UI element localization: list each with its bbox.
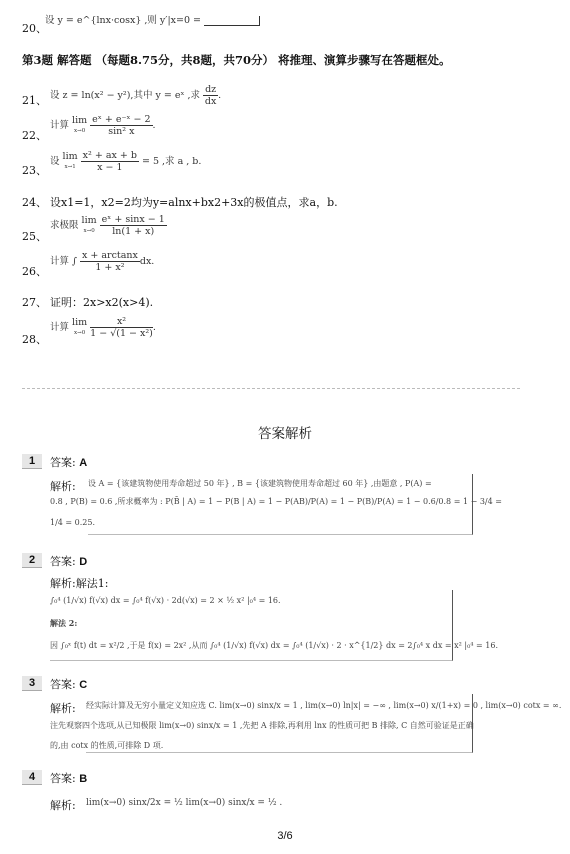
analysis-line: 经实际计算及无穷小量定义知应选 C. lim(x→0) sinx/x = 1 , lim(x→0) ln|x| = −∞ , lim(x→0) x/(1+x) = 0 , lim(x→0) cotx = ∞. xyxy=(86,701,562,710)
question-tail: . xyxy=(218,90,222,101)
section-divider xyxy=(22,388,520,389)
answer-line xyxy=(50,770,87,786)
answer-number-badge: 3 xyxy=(22,676,42,691)
limit-subscript: x→0 xyxy=(83,227,95,234)
fraction xyxy=(81,150,139,173)
question-tail: . xyxy=(152,322,156,333)
question-number: 23、 xyxy=(22,164,47,177)
answer-line xyxy=(50,676,87,692)
question-text: 设 z = ln(x² − y²),其中 y = eˣ ,求 xyxy=(50,90,201,101)
question-number: 20、 xyxy=(22,22,47,35)
answer-number-badge: 1 xyxy=(22,454,42,469)
fraction-denominator: 1 − √(1 − x²) xyxy=(90,328,153,339)
fraction xyxy=(80,250,140,273)
question-formula xyxy=(50,250,154,273)
fraction-denominator: dx xyxy=(204,96,217,107)
analysis-line: 因 ∫₀ˣ f(t) dt = x²/2 ,于是 f(x) = 2x² ,从而 ∫₀⁴ (1/√x) f(√x) dx = ∫₀⁴ (1/√x) · 2 · x^{1/2} dx = 2∫₀⁴ x dx = x² |₀⁴ = 16. xyxy=(50,641,499,650)
answer-label: 答案: xyxy=(50,456,76,469)
analysis-method-label: 解法1: xyxy=(75,577,109,590)
limit xyxy=(72,116,87,136)
answers-header: 答案解析 xyxy=(258,426,312,441)
answer-value: A xyxy=(79,457,88,469)
answer-number-badge: 2 xyxy=(22,553,42,568)
limit xyxy=(72,318,87,338)
fraction-numerator: x² xyxy=(90,316,153,328)
question-formula xyxy=(50,114,156,137)
fraction-numerator: x + arctanx xyxy=(82,250,138,261)
analysis-line: 解法 2: xyxy=(50,618,78,628)
question-number: 25、 xyxy=(22,230,47,243)
fraction xyxy=(203,84,218,107)
question-prefix: 计算 xyxy=(50,120,70,131)
analysis-label: 解析: xyxy=(50,577,76,590)
fraction-denominator: x − 1 xyxy=(97,162,123,173)
question-prefix: 计算 ∫ xyxy=(50,256,77,267)
question-formula xyxy=(50,84,221,107)
question-formula xyxy=(45,12,260,26)
limit-subscript: x→1 xyxy=(64,163,76,170)
answer-line xyxy=(50,454,87,470)
fraction xyxy=(100,214,167,237)
question-number: 21、 xyxy=(22,94,47,107)
question-number: 27、 xyxy=(22,296,47,309)
answer-label: 答案: xyxy=(50,678,76,691)
answer-blank xyxy=(204,16,259,26)
analysis-line: ∫₀⁴ (1/√x) f(√x) dx = ∫₀⁴ f(√x) · 2d(√x) = 2 × ½ x² |₀⁴ = 16. xyxy=(50,596,281,605)
fraction-numerator: dz xyxy=(205,84,217,95)
question-number: 26、 xyxy=(22,265,47,278)
question-text: 证明：2x>x2(x>4). xyxy=(50,296,154,309)
limit-subscript: x→0 xyxy=(73,127,86,134)
analysis-line: 0.8 , P(B) = 0.6 ,所求概率为 : P(B̄ | A) = 1 − P(B | A) = 1 − P(AB)/P(A) = 1 − P(B)/P(A) = 1 − 0.6/0.8 = 1 − 3/4 = xyxy=(50,497,502,506)
answer-number-badge: 4 xyxy=(22,770,42,785)
answer-value: B xyxy=(79,773,88,785)
question-number: 22、 xyxy=(22,129,47,142)
page-number: 3/6 xyxy=(277,830,293,842)
analysis-line: 设 A = {该建筑物使用寿命超过 50 年} , B = {该建筑物使用寿命超过 60 年} ,由题意 , P(A) = xyxy=(88,479,432,488)
question-text: 设 y = e^{lnx·cosx} ,则 y′|x=0 = xyxy=(45,15,201,26)
analysis-line: 1/4 = 0.25. xyxy=(50,518,96,527)
fraction-numerator: x² + ax + b xyxy=(82,150,137,161)
question-formula xyxy=(50,150,201,173)
limit-symbol: lim xyxy=(72,316,88,328)
limit-symbol: lim xyxy=(62,150,78,162)
question-number: 28、 xyxy=(22,333,47,346)
answer-value: C xyxy=(79,679,88,691)
fraction-denominator: sin² x xyxy=(108,126,135,137)
question-tail: . xyxy=(152,120,156,131)
section-title: 第3题 解答题 （每题8.75分，共8题，共70分） 将推理、演算步骤写在答题框处。 xyxy=(22,53,451,67)
analysis-heading xyxy=(50,575,108,591)
fraction-denominator: ln(1 + x) xyxy=(112,226,155,237)
fraction-denominator: 1 + x² xyxy=(95,262,125,273)
answer-value: D xyxy=(79,556,88,568)
analysis-label: 解析: xyxy=(50,480,76,493)
question-prefix: 求极限 xyxy=(50,220,79,231)
question-text: 设x1=1，x2=2均为y=alnx+bx2+3x的极值点，求a，b. xyxy=(50,196,338,209)
fraction-numerator: eˣ + e⁻ˣ − 2 xyxy=(92,114,151,125)
analysis-label: 解析: xyxy=(50,702,76,715)
question-formula xyxy=(50,316,156,339)
limit xyxy=(63,152,78,172)
analysis-label: 解析: xyxy=(50,799,76,812)
answer-line xyxy=(50,553,87,569)
limit xyxy=(82,216,97,236)
analysis-line: 注先观察四个选项,从已知极限 lim(x→0) sinx/x = 1 ,先把 A 排除,再利用 lnx 的性质可把 B 排除, C 自然可验证是正确 xyxy=(50,721,474,730)
question-tail: = 5 ,求 a , b. xyxy=(141,156,202,167)
analysis-line: 的,由 cotx 的性质,可排除 D 项. xyxy=(50,741,164,750)
fraction xyxy=(90,114,152,137)
fraction xyxy=(90,316,153,339)
answer-label: 答案: xyxy=(50,555,76,568)
question-tail: dx. xyxy=(139,256,155,267)
analysis-line: lim(x→0) sinx/2x = ½ lim(x→0) sinx/x = ½ . xyxy=(86,798,283,808)
limit-symbol: lim xyxy=(72,114,88,126)
question-prefix: 计算 xyxy=(50,322,70,333)
question-number: 24、 xyxy=(22,196,47,209)
question-formula xyxy=(50,214,167,237)
fraction-numerator: eˣ + sinx − 1 xyxy=(101,214,165,225)
limit-subscript: x→0 xyxy=(73,329,86,336)
answer-label: 答案: xyxy=(50,772,76,785)
limit-symbol: lim xyxy=(81,214,97,226)
question-prefix: 设 xyxy=(50,156,60,167)
